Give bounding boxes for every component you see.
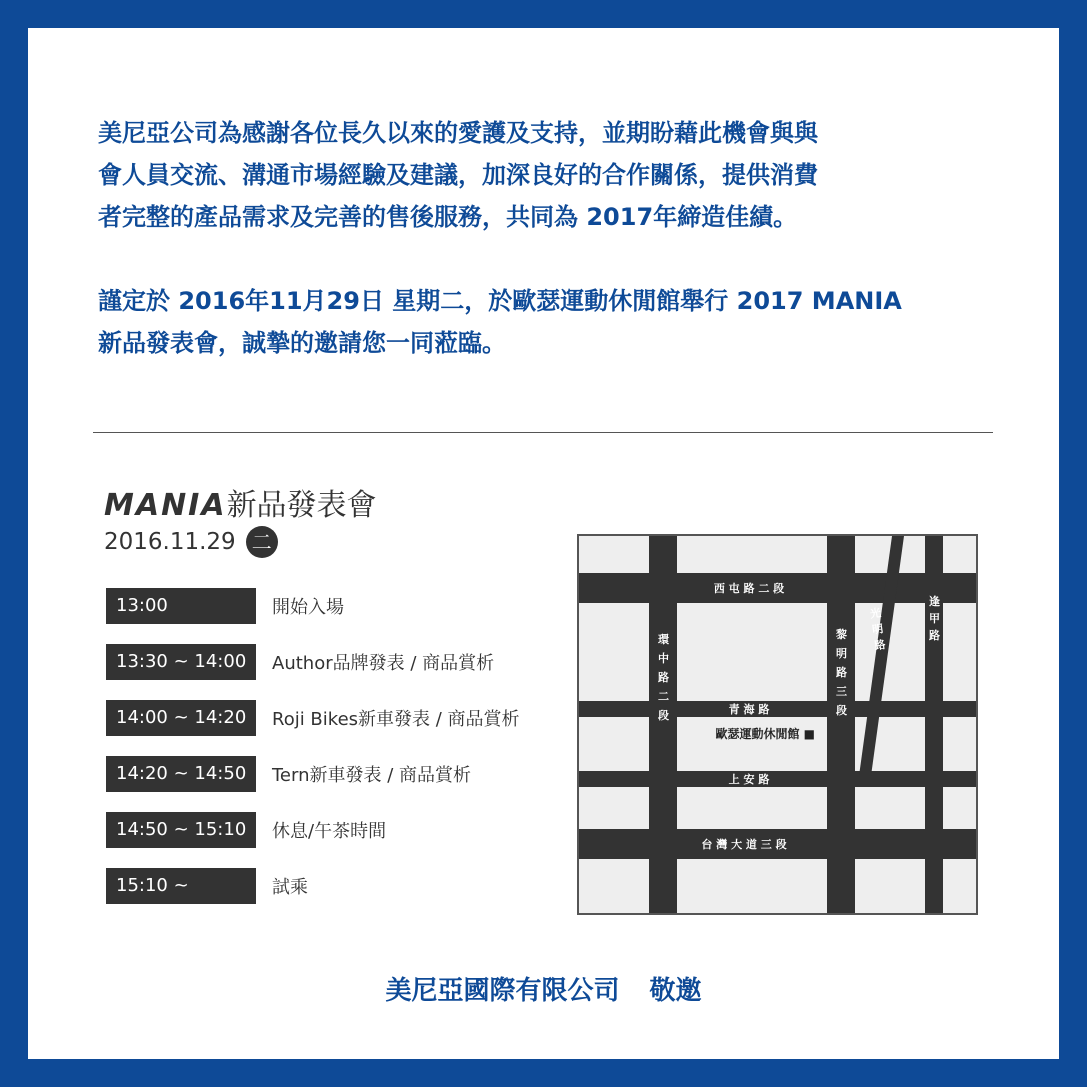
intro-line: 美尼亞公司為感謝各位長久以來的愛護及支持，並期盼藉此機會與與 [98, 119, 818, 147]
street-label-liming: 黎明路三段 [834, 628, 848, 724]
schedule-activity: 試乘 [272, 877, 308, 898]
event-date [104, 526, 278, 558]
invitation-text [98, 112, 1018, 364]
schedule-activity: Roji Bikes新車發表 / 商品賞析 [272, 709, 520, 730]
event-title-rest: 新品發表會 [226, 488, 377, 523]
road-liming [827, 536, 855, 913]
schedule-row [106, 700, 520, 736]
road-fengjia [925, 536, 943, 913]
intro-line: 會人員交流、溝通市場經驗及建議，加深良好的合作關係，提供消費 [98, 161, 818, 189]
street-label-xitun: 西 屯 路 二 段 [713, 582, 785, 595]
schedule-time: 14:00 ~ 14:20 [106, 700, 256, 736]
map-svg [579, 536, 976, 913]
schedule-time: 13:30 ~ 14:00 [106, 644, 256, 680]
street-label-huanzhong: 環中路二段 [656, 633, 670, 729]
location-map [577, 534, 978, 915]
schedule-activity: Tern新車發表 / 商品賞析 [272, 765, 472, 786]
schedule-time: 14:20 ~ 14:50 [106, 756, 256, 792]
schedule-activity: Author品牌發表 / 商品賞析 [272, 653, 495, 674]
schedule-time: 14:50 ~ 15:10 [106, 812, 256, 848]
schedule-activity: 休息/午茶時間 [272, 821, 387, 842]
street-label-guangming: 光明路 [867, 606, 888, 656]
footer [0, 970, 1087, 1007]
event-date-text: 2016.11.29 [104, 529, 236, 555]
schedule-row [106, 868, 308, 904]
street-label-qinghai: 青 海 路 [728, 703, 770, 716]
event-title-brand: MANIA [104, 488, 227, 523]
weekday-badge: 二 [246, 526, 278, 558]
schedule-row [106, 812, 386, 848]
intro-paragraph-1 [98, 112, 1018, 238]
schedule-time: 13:00 [106, 588, 256, 624]
intro-line: 新品發表會，誠摯的邀請您一同蒞臨。 [98, 329, 506, 357]
intro-line: 謹定於 2016年11月29日 星期二，於歐瑟運動休閒館舉行 2017 MANIA [98, 287, 902, 315]
intro-paragraph-2 [98, 280, 1018, 364]
schedule-time: 15:10 ~ [106, 868, 256, 904]
street-label-shangan: 上 安 路 [728, 773, 770, 786]
closing-text: 敬邀 [649, 976, 702, 1006]
event-title [104, 480, 377, 524]
schedule-row [106, 644, 494, 680]
divider [93, 432, 993, 433]
intro-line: 者完整的產品需求及完善的售後服務，共同為 2017年締造佳績。 [98, 203, 798, 231]
schedule-row [106, 588, 344, 624]
schedule-row [106, 756, 471, 792]
street-label-fengjia: 逢甲路 [927, 595, 941, 647]
schedule-activity: 開始入場 [272, 597, 344, 618]
company-name: 美尼亞國際有限公司 [385, 976, 620, 1006]
road-shangan [579, 771, 976, 787]
road-qinghai [579, 701, 976, 717]
street-label-taiwan-blvd: 台 灣 大 道 三 段 [701, 838, 787, 851]
venue-label: 歐瑟運動休閒館 ■ [715, 727, 815, 741]
